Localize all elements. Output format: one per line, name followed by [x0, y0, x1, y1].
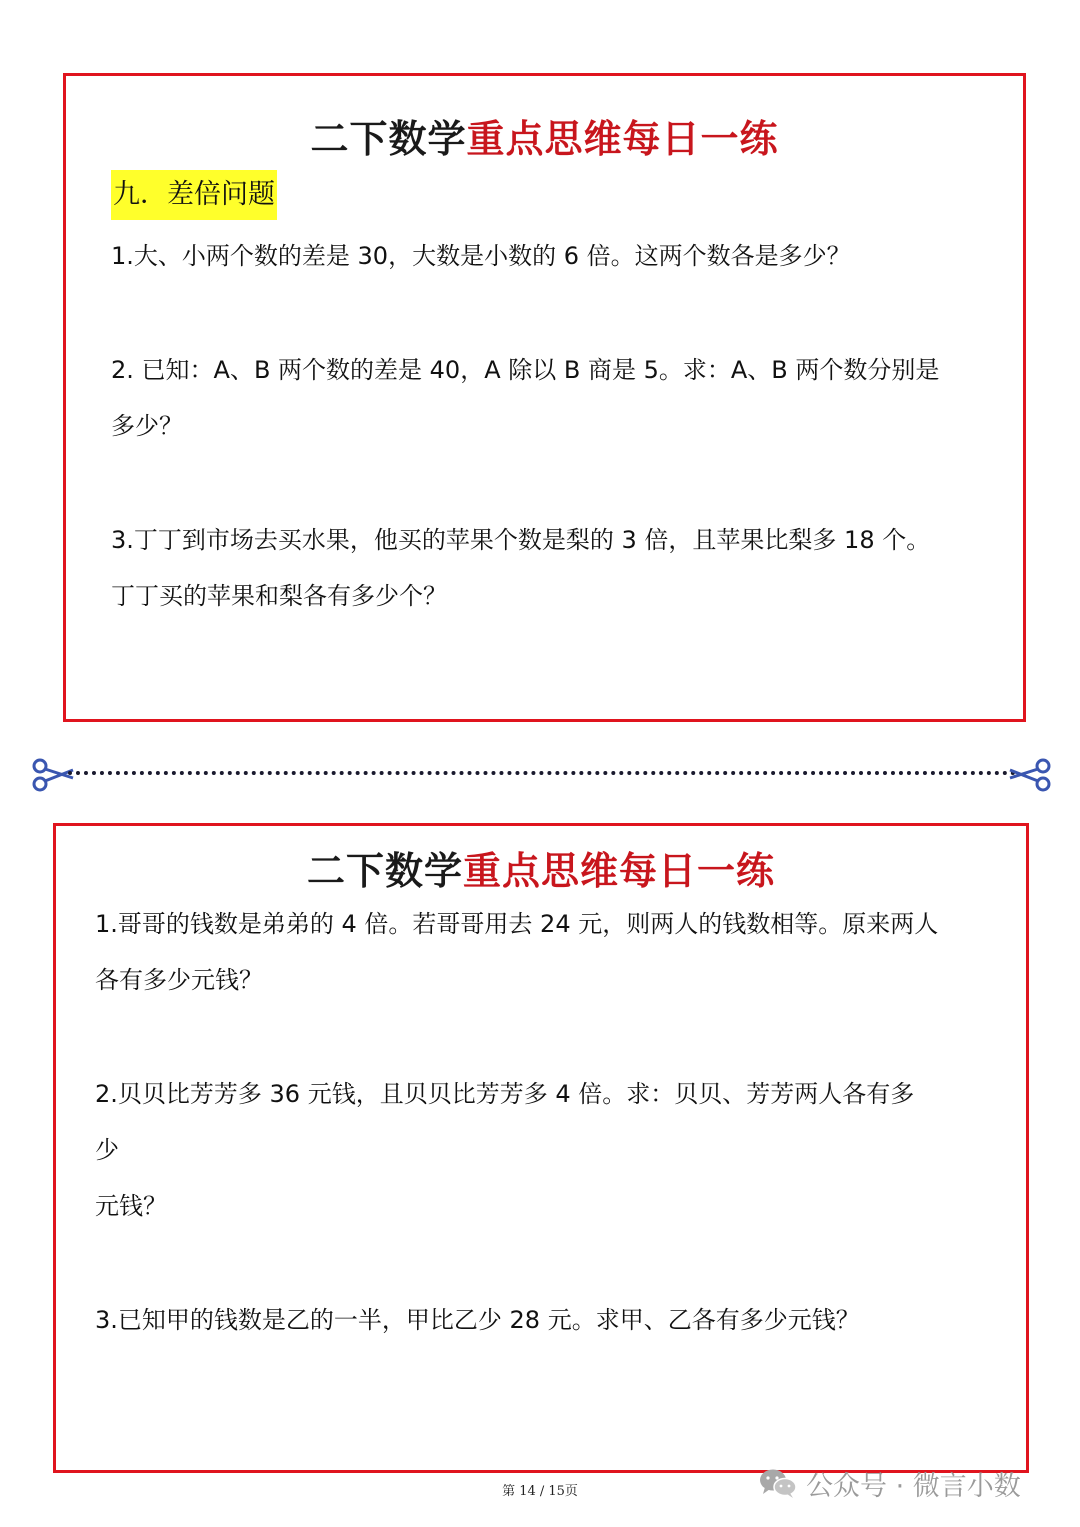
card-2-question-1 — [95, 896, 938, 1008]
card-1-question-3 — [111, 512, 930, 624]
watermark-text: 公众号 · 微言小数 — [806, 1470, 1021, 1502]
question-line: 1.哥哥的钱数是弟弟的 4 倍。若哥哥用去 24 元，则两人的钱数相等。原来两人 — [95, 910, 939, 938]
scissors-icon — [1008, 758, 1052, 792]
section-heading: 九．差倍问题 — [111, 170, 277, 220]
card-1-question-1 — [111, 228, 851, 284]
practice-card-1 — [63, 73, 1026, 722]
watermark — [758, 1463, 1021, 1503]
card-1-title-black: 二下数学 — [310, 116, 467, 161]
question-line: 2. 已知：A、B 两个数的差是 40，A 除以 B 商是 5。求：A、B 两个数分别是 — [111, 356, 940, 384]
practice-card-2 — [53, 823, 1029, 1473]
scissors-icon — [31, 758, 75, 792]
question-line: 少 — [95, 1136, 119, 1164]
question-line: 多少？ — [111, 412, 183, 440]
card-2-title-black: 二下数学 — [306, 848, 463, 893]
question-line: 元钱？ — [95, 1192, 167, 1220]
question-line: 3.已知甲的钱数是乙的一半，甲比乙少 28 元。求甲、乙各有多少元钱？ — [95, 1306, 860, 1334]
question-line: 丁丁买的苹果和梨各有多少个？ — [111, 582, 447, 610]
card-2-title-red: 重点思维每日一练 — [463, 848, 776, 893]
card-2-question-2 — [95, 1066, 914, 1234]
card-1-title — [66, 108, 1023, 163]
page-number: 第 14 / 15页 — [502, 1484, 578, 1499]
question-line: 2.贝贝比芳芳多 36 元钱，且贝贝比芳芳多 4 倍。求：贝贝、芳芳两人各有多 — [95, 1080, 915, 1108]
card-2-title — [56, 840, 1026, 895]
question-line: 1.大、小两个数的差是 30，大数是小数的 6 倍。这两个数各是多少？ — [111, 242, 851, 270]
question-line: 3.丁丁到市场去买水果，他买的苹果个数是梨的 3 倍，且苹果比梨多 18 个。 — [111, 526, 931, 554]
card-2-question-3 — [95, 1292, 860, 1348]
cut-line — [68, 771, 1016, 775]
question-line: 各有多少元钱？ — [95, 966, 263, 994]
wechat-icon — [758, 1467, 798, 1499]
card-1-question-2 — [111, 342, 939, 454]
card-1-title-red: 重点思维每日一练 — [466, 116, 779, 161]
